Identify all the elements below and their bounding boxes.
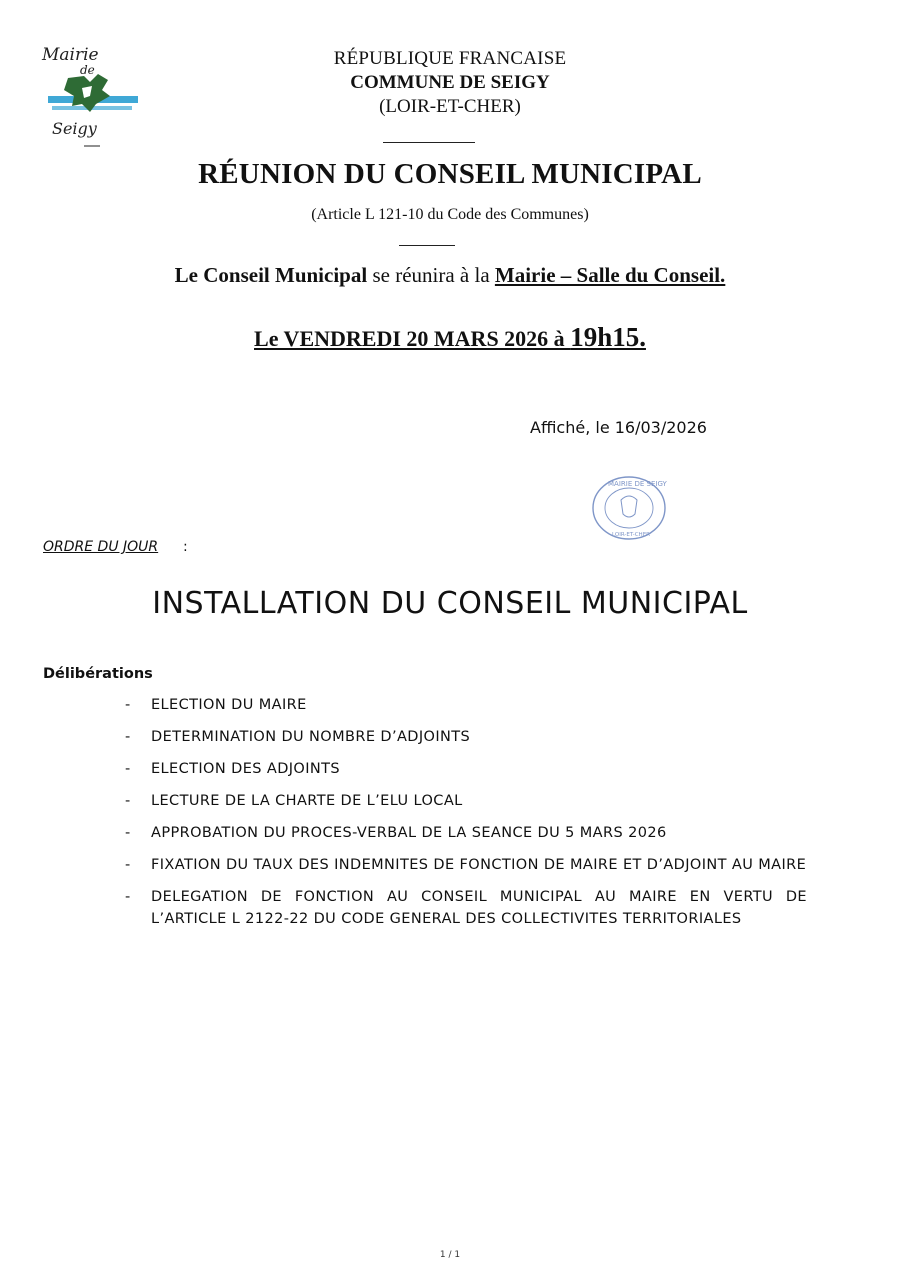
agenda-heading: ORDRE DU JOUR xyxy=(43,539,159,555)
bullet-dash: - xyxy=(125,825,131,841)
svg-text:de: de xyxy=(80,63,95,77)
list-item xyxy=(125,726,807,748)
svg-text:Mairie: Mairie xyxy=(42,45,99,65)
bullet-dash: - xyxy=(125,889,131,905)
deliberations-label: Délibérations xyxy=(43,666,153,682)
header-department: (LOIR-ET-CHER) xyxy=(379,96,521,117)
title-divider xyxy=(399,245,455,246)
list-item-text: ELECTION DES ADJOINTS xyxy=(151,761,341,777)
header-republic: RÉPUBLIQUE FRANCAISE xyxy=(333,48,567,69)
list-item-text: DETERMINATION DU NOMBRE D’ADJOINTS xyxy=(151,729,471,745)
page-subtitle: (Article L 121-10 du Code des Communes) xyxy=(311,206,589,223)
meeting-date-label: Le VENDREDI 20 MARS 2026 à xyxy=(254,326,571,351)
page-number: 1 / 1 xyxy=(439,1250,461,1260)
list-item xyxy=(125,694,807,716)
bullet-dash: - xyxy=(125,857,131,873)
convocation-line xyxy=(0,263,900,288)
convocation-verb: se réunira à la xyxy=(367,263,495,287)
posted-date: Affiché, le 16/03/2026 xyxy=(530,418,707,437)
list-item-text: ELECTION DU MAIRE xyxy=(151,697,307,713)
convocation-subject: Le Conseil Municipal xyxy=(174,263,368,287)
page-title: RÉUNION DU CONSEIL MUNICIPAL xyxy=(198,158,702,190)
meeting-date xyxy=(0,322,900,353)
agenda-main-title: INSTALLATION DU CONSEIL MUNICIPAL xyxy=(152,586,748,621)
svg-text:LOIR-ET-CHER: LOIR-ET-CHER xyxy=(612,532,650,538)
list-item-text: APPROBATION DU PROCES-VERBAL DE LA SEANCE DU 5 MARS 2026 xyxy=(151,825,667,841)
meeting-time: 19h15. xyxy=(570,322,646,352)
list-item xyxy=(125,854,807,876)
list-item-text: DELEGATION DE FONCTION AU CONSEIL MUNICIPAL AU MAIRE EN VERTU DE L’ARTICLE L 2122-22 DU CODE GENERAL DES COLLECTIVITES TERRITORIALES xyxy=(151,889,807,927)
agenda-heading-colon: : xyxy=(183,539,188,555)
bullet-dash: - xyxy=(125,793,131,809)
svg-text:Seigy: Seigy xyxy=(52,119,97,138)
svg-text:MAIRIE DE SEIGY: MAIRIE DE SEIGY xyxy=(608,480,667,488)
header-divider xyxy=(383,142,475,143)
list-item xyxy=(125,790,807,812)
bullet-dash: - xyxy=(125,697,131,713)
official-stamp xyxy=(590,474,668,542)
bullet-dash: - xyxy=(125,729,131,745)
deliberations-list xyxy=(125,694,807,940)
convocation-place: Mairie – Salle du Conseil. xyxy=(494,263,726,287)
list-item xyxy=(125,886,807,930)
header-commune: COMMUNE DE SEIGY xyxy=(350,72,550,93)
list-item xyxy=(125,822,807,844)
bullet-dash: - xyxy=(125,761,131,777)
list-item xyxy=(125,758,807,780)
list-item-text: LECTURE DE LA CHARTE DE L’ELU LOCAL xyxy=(151,793,463,809)
list-item-text: FIXATION DU TAUX DES INDEMNITES DE FONCTION DE MAIRE ET D’ADJOINT AU MAIRE xyxy=(151,857,807,873)
